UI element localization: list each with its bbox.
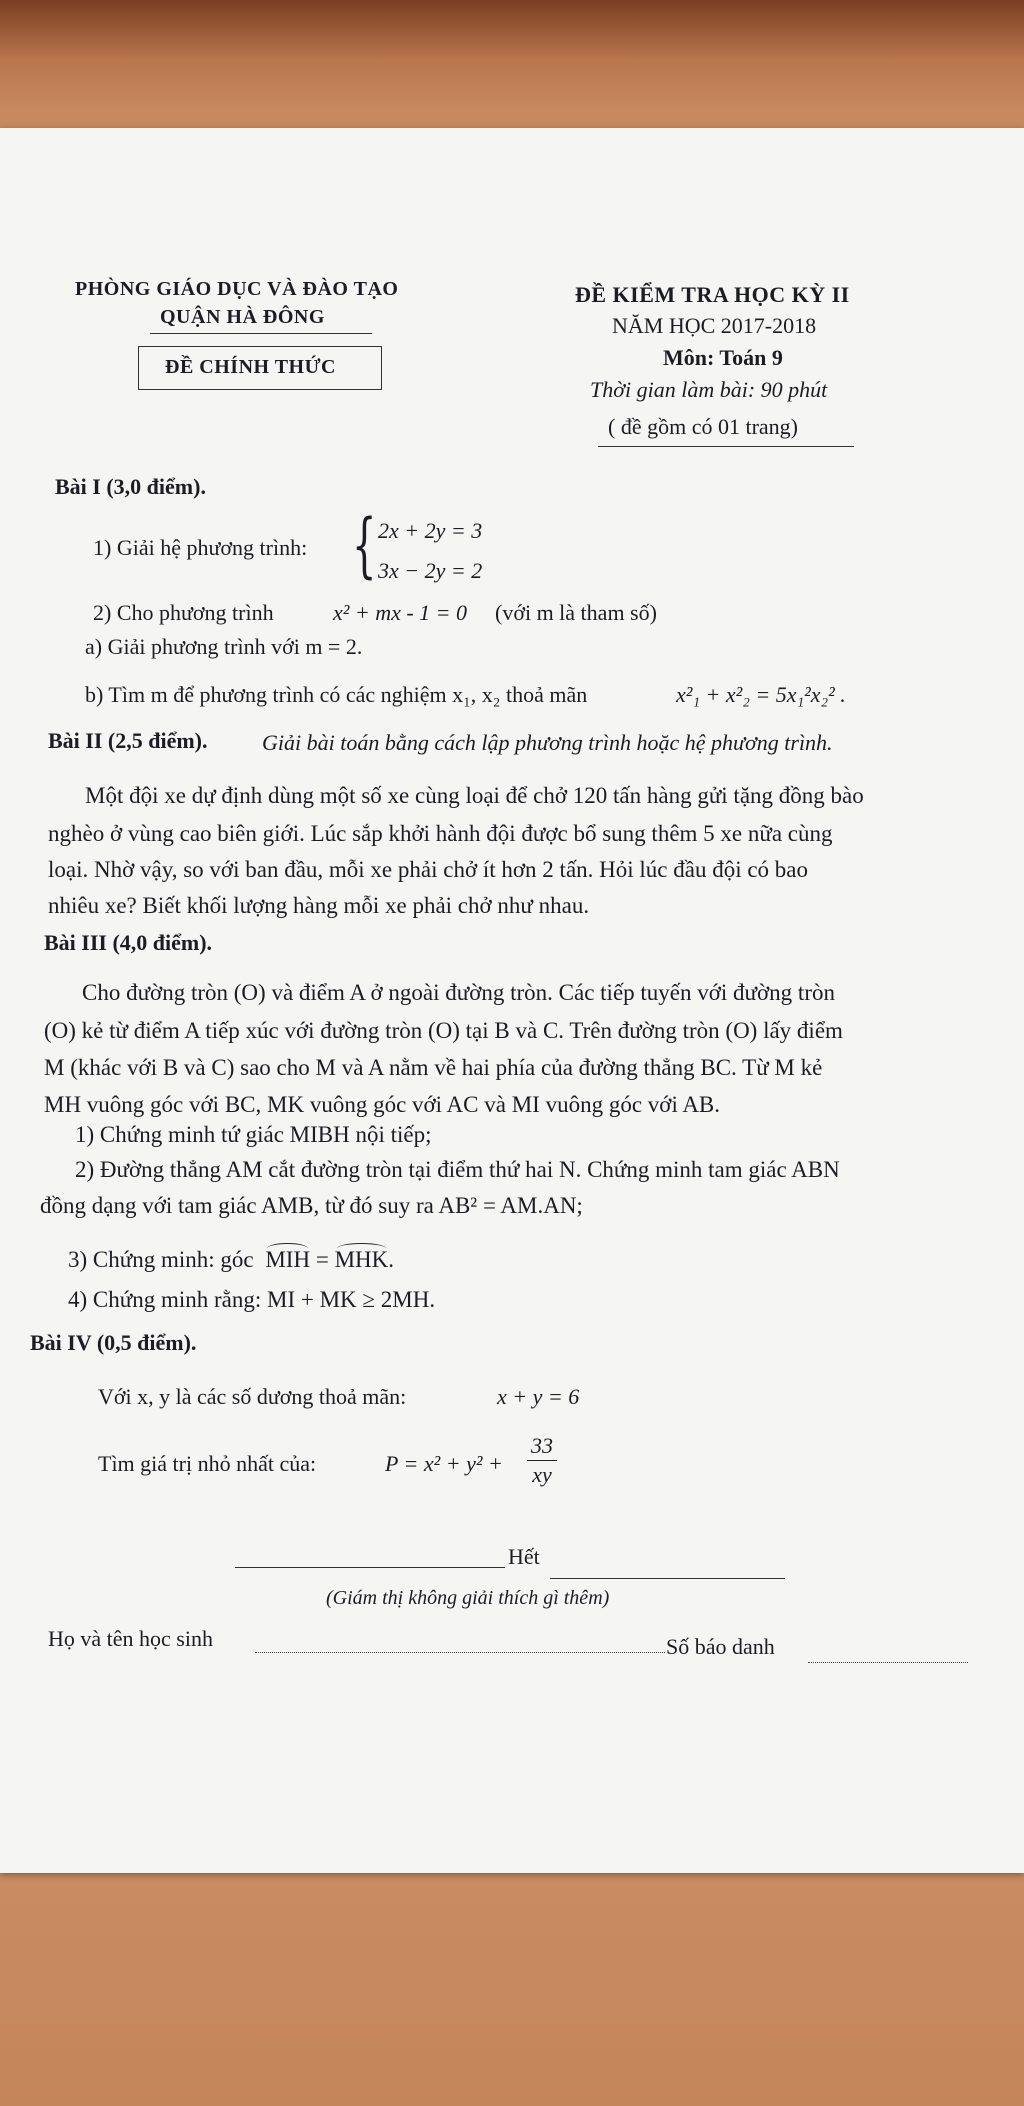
angle-equals: = <box>310 1247 335 1272</box>
section-1-title: Bài I (3,0 điểm). <box>55 474 206 499</box>
section-3-title: Bài III (4,0 điểm). <box>44 930 213 955</box>
angle-mhk: MHK <box>334 1247 389 1272</box>
system-brace: { <box>352 504 377 586</box>
angle-end: . <box>388 1247 394 1272</box>
q2b-equation: x²₁ + x²₂ = 5x₁²x₂² . <box>676 682 846 707</box>
section-3-q3 <box>68 1247 394 1273</box>
section-3-line3: M (khác với B và C) sao cho M và A nằm về hai phía của đường thẳng BC. Từ M kẻ <box>44 1055 823 1080</box>
section-4-title: Bài IV (0,5 điểm). <box>30 1330 197 1355</box>
district-name: QUẬN HÀ ĐÔNG <box>160 306 325 328</box>
q2b-text: b) Tìm m để phương trình có các nghiệm x₁, x₂ thoả mãn <box>85 682 588 707</box>
candidate-number-label: Số báo danh <box>666 1634 775 1659</box>
section-2-subtitle: Giải bài toán bằng cách lập phương trình hoặc hệ phương trình. <box>262 730 833 755</box>
section-3-line4: MH vuông góc với BC, MK vuông góc với AC và MI vuông góc với AB. <box>44 1092 721 1117</box>
section-2-line4: nhiêu xe? Biết khối lượng hàng mỗi xe phải chở như nhau. <box>48 893 590 918</box>
subject: Môn: Toán 9 <box>663 345 783 370</box>
q2-text: 2) Cho phương trình <box>93 600 274 625</box>
official-label: ĐỀ CHÍNH THỨC <box>165 356 336 378</box>
section-2-line1: Một đội xe dự định dùng một số xe cùng loại để chở 120 tấn hàng gửi tặng đồng bào <box>85 783 864 808</box>
fraction-33-xy <box>527 1432 557 1489</box>
section-4-line2-text: Tìm giá trị nhỏ nhất của: <box>98 1451 317 1476</box>
section-3-q1: 1) Chứng minh tứ giác MIBH nội tiếp; <box>75 1122 432 1147</box>
section-3-q2-line1: 2) Đường thẳng AM cắt đường tròn tại điểm thứ hai N. Chứng minh tam giác ABN <box>75 1157 840 1182</box>
q2a-text: a) Giải phương trình với m = 2. <box>85 634 363 659</box>
angle-arc <box>267 1243 308 1254</box>
page-count: ( đề gồm có 01 trang) <box>608 414 798 439</box>
section-2-line3: loại. Nhờ vậy, so với ban đầu, mỗi xe phải chở ít hơn 2 tấn. Hỏi lúc đầu đội có bao <box>48 857 809 882</box>
student-name-label: Họ và tên học sinh <box>48 1626 213 1651</box>
fraction-numerator: 33 <box>527 1432 557 1461</box>
end-rule-right <box>550 1578 785 1579</box>
school-year: NĂM HỌC 2017-2018 <box>612 313 817 338</box>
end-label: Hết <box>508 1544 540 1569</box>
duration: Thời gian làm bài: 90 phút <box>590 377 828 402</box>
fraction-denominator: xy <box>532 1462 552 1487</box>
q2-note: (với m là tham số) <box>495 600 657 625</box>
section-3-q3-text: 3) Chứng minh: góc <box>68 1247 254 1272</box>
system-eq2: 3x − 2y = 2 <box>378 558 483 583</box>
section-4-line1-eq: x + y = 6 <box>497 1384 580 1409</box>
section-3-q2-line2: đồng dạng với tam giác AMB, từ đó suy ra AB² = AM.AN; <box>40 1193 583 1218</box>
q2-equation: x² + mx - 1 = 0 <box>333 600 468 625</box>
section-3-line1: Cho đường tròn (O) và điểm A ở ngoài đường tròn. Các tiếp tuyến với đường tròn <box>82 980 835 1005</box>
system-eq1: 2x + 2y = 3 <box>378 518 483 543</box>
section-3-line2: (O) kẻ từ điểm A tiếp xúc với đường tròn (O) tại B và C. Trên đường tròn (O) lấy điểm <box>44 1018 843 1043</box>
q1-text: 1) Giải hệ phương trình: <box>93 535 308 560</box>
section-4-line2-eq: P = x² + y² + <box>385 1451 503 1476</box>
page-count-underline <box>598 446 854 447</box>
angle-arc <box>337 1243 387 1254</box>
section-3-q4: 4) Chứng minh rằng: MI + MK ≥ 2MH. <box>68 1287 436 1312</box>
exam-title: ĐỀ KIỂM TRA HỌC KỲ II <box>575 282 850 307</box>
angle-mih: MIH <box>265 1247 311 1272</box>
supervisor-note: (Giám thị không giải thích gì thêm) <box>326 1587 610 1609</box>
department-name: PHÒNG GIÁO DỤC VÀ ĐÀO TẠO <box>75 278 399 300</box>
candidate-number-field <box>808 1662 968 1663</box>
district-underline <box>150 333 372 334</box>
student-name-field <box>255 1652 665 1653</box>
table-surface <box>0 1873 1024 2106</box>
section-2-line2: nghèo ở vùng cao biên giới. Lúc sắp khởi hành đội được bổ sung thêm 5 xe nữa cùng <box>48 821 833 846</box>
section-4-line1-text: Với x, y là các số dương thoả mãn: <box>98 1384 407 1409</box>
end-rule-left <box>235 1567 505 1568</box>
section-2-title: Bài II (2,5 điểm). <box>48 728 208 753</box>
